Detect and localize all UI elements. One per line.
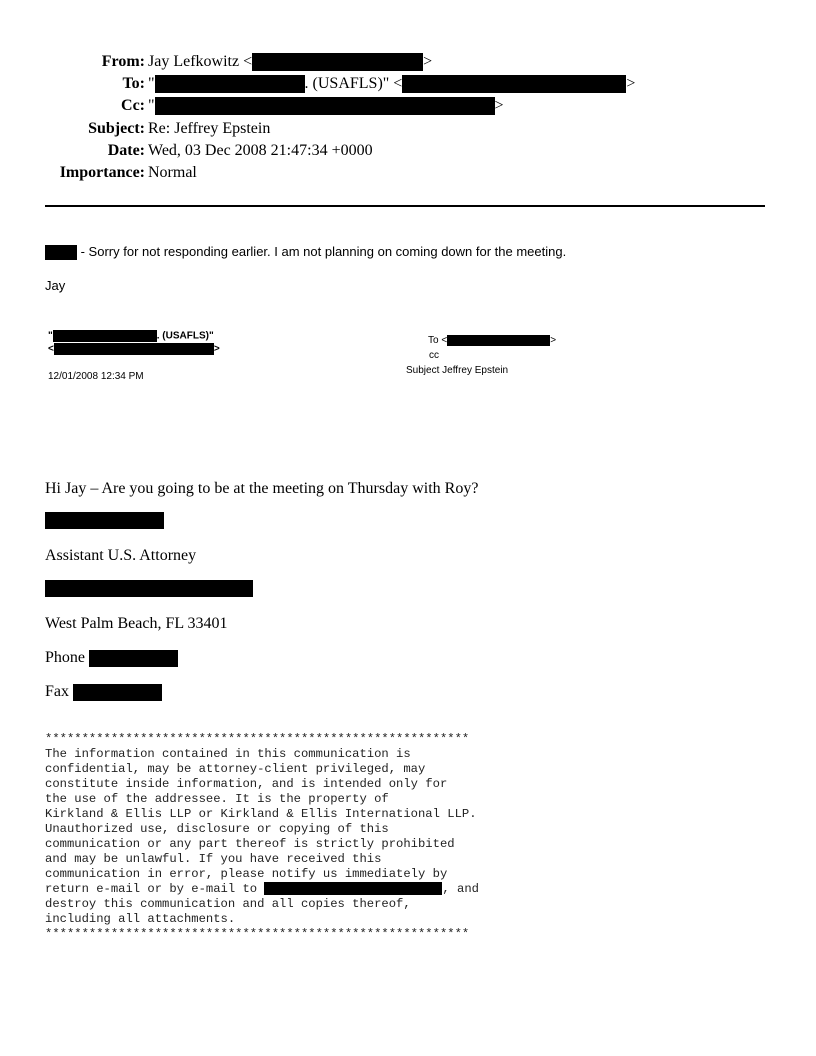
date-label: Date: <box>107 142 145 159</box>
redacted-phone <box>89 650 178 667</box>
redacted-name <box>45 245 77 260</box>
to-mid: . (USAFLS)" < <box>304 75 403 92</box>
from-value <box>148 53 432 71</box>
disclaimer-line: the use of the addressee. It is the property of <box>45 792 389 806</box>
quoted-sent-date: 12/01/2008 12:34 PM <box>48 371 144 382</box>
quoted-cc-label: cc <box>429 350 439 361</box>
redacted-recipient <box>155 97 495 115</box>
quoted-subject-value: Jeffrey Epstein <box>442 365 509 376</box>
quoted-sender-lt: < <box>48 343 54 355</box>
fax-line <box>45 683 162 701</box>
disclaimer-stars-bottom: ********************************************************** <box>45 927 470 941</box>
redacted-fax <box>73 684 162 701</box>
to-value <box>148 75 635 93</box>
disclaimer-line <box>45 882 479 897</box>
disclaimer-line: The information contained in this communication is <box>45 747 411 761</box>
reply-signoff: Jay <box>45 278 66 293</box>
importance-value: Normal <box>148 164 197 181</box>
quoted-subject-line <box>406 365 508 376</box>
to-open: " <box>148 75 155 92</box>
phone-label: Phone <box>45 649 85 666</box>
original-city: West Palm Beach, FL 33401 <box>45 615 228 632</box>
quoted-to-label: To <box>428 335 439 347</box>
redacted-email <box>402 75 626 93</box>
quoted-sender-line <box>48 330 214 342</box>
from-close: > <box>423 53 433 70</box>
quoted-to-close: > <box>550 335 557 347</box>
disclaimer-line-b: , and <box>442 882 479 896</box>
disclaimer-line-a: return e-mail or by e-mail to <box>45 882 265 896</box>
subject-label: Subject: <box>88 120 145 137</box>
redacted-name <box>53 330 157 342</box>
disclaimer-line: destroy this communication and all copies thereof, <box>45 897 411 911</box>
phone-line <box>45 649 178 667</box>
disclaimer-line: confidential, may be attorney-client privileged, may <box>45 762 426 776</box>
subject-value: Re: Jeffrey Epstein <box>148 120 271 137</box>
to-close: > <box>626 75 636 92</box>
from-name: Jay Lefkowitz < <box>148 53 253 70</box>
reply-line <box>45 244 566 260</box>
disclaimer-line: and may be unlawful. If you have received this <box>45 852 382 866</box>
original-title: Assistant U.S. Attorney <box>45 547 197 564</box>
redacted-email <box>252 53 423 71</box>
disclaimer-line: constitute inside information, and is intended only for <box>45 777 448 791</box>
quoted-sender-mid: . (USAFLS)" <box>156 330 214 342</box>
redacted-email <box>264 882 442 895</box>
disclaimer-line: communication or any part thereof is strictly prohibited <box>45 837 455 851</box>
header-divider <box>45 205 765 207</box>
confidentiality-disclaimer <box>45 732 479 942</box>
importance-label: Importance: <box>59 164 145 181</box>
redacted-address <box>45 580 253 597</box>
redacted-name <box>155 75 305 93</box>
quoted-sender-gt: > <box>213 343 220 355</box>
cc-open: " <box>148 97 155 114</box>
cc-label: Cc: <box>121 97 145 114</box>
disclaimer-line: Unauthorized use, disclosure or copying of this <box>45 822 389 836</box>
cc-value <box>148 97 504 115</box>
quoted-subject-label: Subject <box>406 365 440 376</box>
quoted-to-line <box>428 335 556 346</box>
quoted-to-open: < <box>441 335 448 347</box>
disclaimer-line: including all attachments. <box>45 912 236 926</box>
disclaimer-line: communication in error, please notify us immediately by <box>45 867 448 881</box>
quoted-sender-email-line <box>48 343 220 355</box>
reply-text: - Sorry for not responding earlier. I am not planning on coming down for the meeting. <box>77 244 567 259</box>
fax-label: Fax <box>45 683 69 700</box>
date-value: Wed, 03 Dec 2008 21:47:34 +0000 <box>148 142 373 159</box>
disclaimer-line: Kirkland & Ellis LLP or Kirkland & Ellis International LLP. <box>45 807 477 821</box>
redacted-signature-name <box>45 512 164 529</box>
disclaimer-stars-top: ********************************************************** <box>45 732 470 746</box>
original-greeting: Hi Jay – Are you going to be at the meeting on Thursday with Roy? <box>45 480 479 497</box>
quoted-sender-open: " <box>48 330 53 342</box>
redacted-email <box>54 343 214 355</box>
cc-close: > <box>494 97 504 114</box>
to-label: To: <box>122 75 145 92</box>
from-label: From: <box>101 53 145 70</box>
redacted-email <box>447 335 550 346</box>
